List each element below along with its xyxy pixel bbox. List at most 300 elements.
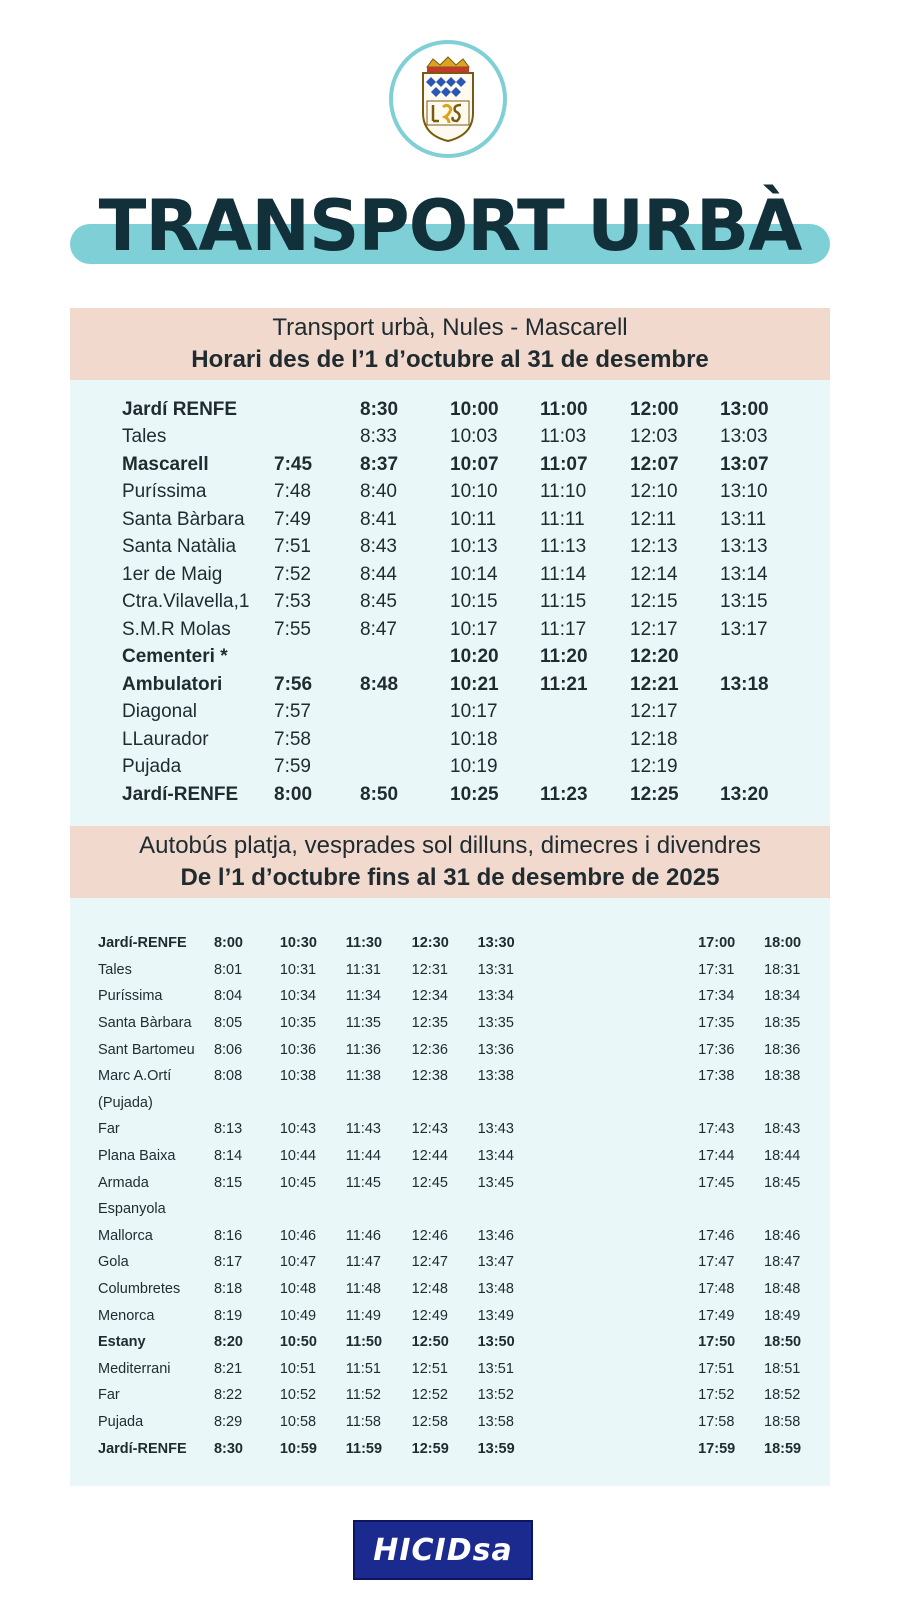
departure-time: 10:46	[279, 1227, 317, 1244]
departure-time: 18:46	[764, 1227, 801, 1244]
departure-time: 8:47	[360, 618, 397, 640]
table-row	[98, 930, 830, 957]
stop-name: Mallorca	[98, 1227, 153, 1244]
departure-time: 17:50	[698, 1334, 736, 1351]
column-gap	[544, 1409, 699, 1436]
stop-name: Columbretes	[98, 1281, 181, 1298]
departure-time: 17:43	[698, 1121, 735, 1138]
departure-time: 10:36	[279, 1041, 317, 1058]
urban-timetable	[122, 396, 810, 809]
departure-time	[214, 1196, 280, 1223]
departure-time: 10:14	[450, 563, 498, 585]
table-row	[122, 616, 810, 644]
departure-time: 13:03	[720, 426, 768, 448]
departure-time: 18:36	[764, 1041, 801, 1058]
departure-time: 7:45	[274, 453, 313, 475]
table-row	[98, 1196, 830, 1223]
departure-time: 10:11	[450, 508, 497, 530]
stop-name: Santa Bàrbara	[98, 1015, 192, 1032]
departure-time: 10:13	[450, 536, 498, 558]
departure-time: 10:10	[450, 481, 498, 503]
column-gap	[544, 957, 699, 984]
departure-time: 13:00	[720, 398, 769, 420]
column-gap	[544, 1276, 699, 1303]
departure-time: 11:38	[345, 1068, 381, 1085]
departure-time: 8:29	[213, 1413, 243, 1430]
stop-name: Pujada	[122, 756, 182, 778]
departure-time: 11:10	[540, 481, 587, 503]
departure-time: 11:30	[345, 935, 383, 952]
departure-time: 12:21	[630, 673, 679, 695]
section1-header	[70, 308, 830, 380]
column-gap	[544, 1223, 699, 1250]
departure-time: 7:56	[274, 673, 313, 695]
stop-name: Ambulatori	[122, 673, 223, 695]
departure-time	[360, 726, 450, 754]
departure-time	[412, 1090, 478, 1117]
beach-bus-panel	[70, 826, 830, 1486]
departure-time: 8:20	[213, 1334, 243, 1351]
departure-time: 10:43	[279, 1121, 317, 1138]
departure-time	[412, 1196, 478, 1223]
departure-time: 13:48	[477, 1281, 514, 1298]
departure-time	[360, 754, 450, 782]
departure-time: 18:43	[764, 1121, 801, 1138]
departure-time	[540, 699, 630, 727]
departure-time: 11:43	[345, 1121, 381, 1138]
departure-time: 7:53	[274, 591, 311, 613]
departure-time: 17:38	[698, 1068, 735, 1085]
departure-time: 8:37	[360, 453, 399, 475]
departure-time: 12:31	[411, 961, 448, 978]
departure-time	[720, 644, 810, 672]
departure-time: 10:58	[279, 1413, 317, 1430]
departure-time: 8:30	[213, 1440, 243, 1457]
departure-time: 12:34	[411, 988, 448, 1005]
table-row	[122, 479, 810, 507]
departure-time: 10:15	[450, 591, 498, 613]
column-gap	[544, 1116, 699, 1143]
table-row	[98, 1382, 830, 1409]
departure-time: 12:44	[411, 1148, 448, 1165]
departure-time: 13:17	[720, 618, 768, 640]
departure-time: 8:33	[360, 426, 397, 448]
departure-time: 13:59	[477, 1440, 515, 1457]
departure-time: 12:35	[411, 1015, 448, 1032]
departure-time	[478, 1090, 544, 1117]
departure-time: 13:50	[477, 1334, 515, 1351]
departure-time	[540, 726, 630, 754]
departure-time: 11:46	[345, 1227, 381, 1244]
departure-time: 13:36	[477, 1041, 514, 1058]
departure-time: 11:36	[345, 1041, 381, 1058]
departure-time: 17:36	[698, 1041, 735, 1058]
table-row	[122, 396, 810, 424]
departure-time: 18:49	[764, 1307, 801, 1324]
table-row	[122, 451, 810, 479]
departure-time: 12:36	[411, 1041, 448, 1058]
departure-time: 12:52	[411, 1387, 448, 1404]
municipal-crest-logo	[389, 40, 507, 158]
table-row	[98, 1169, 830, 1196]
departure-time: 12:48	[411, 1281, 448, 1298]
table-row	[98, 957, 830, 984]
table-row	[98, 1356, 830, 1383]
departure-time: 13:58	[477, 1413, 514, 1430]
departure-time: 10:21	[450, 673, 499, 695]
stop-name: Espanyola	[98, 1201, 166, 1218]
stop-name: Jardí-RENFE	[122, 783, 239, 805]
column-gap	[544, 983, 699, 1010]
column-gap	[544, 1196, 699, 1223]
departure-time	[720, 699, 810, 727]
departure-time	[346, 1196, 412, 1223]
departure-time: 12:58	[411, 1413, 448, 1430]
departure-time: 10:47	[279, 1254, 317, 1271]
column-gap	[544, 1143, 699, 1170]
page-title: TRANSPORT URBÀ	[98, 185, 802, 267]
departure-time: 13:14	[720, 563, 768, 585]
departure-time: 8:43	[360, 536, 397, 558]
departure-time: 12:17	[630, 701, 678, 723]
departure-time: 11:50	[345, 1334, 383, 1351]
stop-name: (Pujada)	[98, 1094, 153, 1111]
departure-time: 17:44	[698, 1148, 735, 1165]
departure-time: 18:34	[764, 988, 801, 1005]
departure-time: 13:47	[477, 1254, 514, 1271]
departure-time: 18:00	[764, 935, 802, 952]
stop-name: Santa Natàlia	[122, 536, 237, 558]
departure-time: 12:20	[630, 646, 679, 668]
stop-name: Pujada	[98, 1413, 144, 1430]
stop-name: LLaurador	[122, 728, 209, 750]
section1-heading: Transport urbà, Nules - Mascarell	[272, 314, 628, 341]
table-row	[122, 644, 810, 672]
departure-time: 12:07	[630, 453, 679, 475]
departure-time	[280, 1196, 346, 1223]
departure-time: 13:31	[477, 961, 514, 978]
departure-time: 10:30	[279, 935, 317, 952]
stop-name: Jardí-RENFE	[98, 935, 187, 952]
departure-time: 13:18	[720, 673, 769, 695]
brand-name: HICIDsa	[373, 1532, 513, 1568]
departure-time: 12:45	[411, 1174, 448, 1191]
departure-time: 8:19	[213, 1307, 243, 1324]
column-gap	[544, 1356, 699, 1383]
column-gap	[544, 1090, 699, 1117]
departure-time: 10:59	[279, 1440, 317, 1457]
departure-time: 12:46	[411, 1227, 448, 1244]
departure-time: 12:10	[630, 481, 678, 503]
departure-time: 11:00	[540, 398, 588, 420]
stop-name: Plana Baixa	[98, 1148, 176, 1165]
departure-time	[764, 1090, 830, 1117]
stop-name: Puríssima	[98, 988, 163, 1005]
column-gap	[544, 1382, 699, 1409]
departure-time: 7:51	[274, 536, 311, 558]
departure-time: 13:13	[720, 536, 768, 558]
table-row	[98, 1010, 830, 1037]
departure-time: 12:50	[411, 1334, 449, 1351]
stop-name: Ctra.Vilavella,1	[122, 591, 250, 613]
departure-time: 8:05	[213, 1015, 243, 1032]
departure-time: 8:44	[360, 563, 397, 585]
departure-time: 10:34	[279, 988, 317, 1005]
title-block	[70, 180, 830, 272]
column-gap	[544, 1169, 699, 1196]
departure-time: 12:38	[411, 1068, 448, 1085]
departure-time: 8:18	[213, 1281, 243, 1298]
departure-time: 11:34	[345, 988, 381, 1005]
departure-time: 13:10	[720, 481, 768, 503]
stop-name: Menorca	[98, 1307, 155, 1324]
table-row	[122, 534, 810, 562]
departure-time: 11:21	[540, 673, 588, 695]
table-row	[98, 1116, 830, 1143]
departure-time: 13:35	[477, 1015, 514, 1032]
departure-time: 11:51	[345, 1360, 381, 1377]
column-gap	[544, 1329, 699, 1356]
table-row	[98, 1090, 830, 1117]
departure-time: 11:58	[345, 1413, 381, 1430]
departure-time: 11:20	[540, 646, 588, 668]
departure-time: 12:47	[411, 1254, 448, 1271]
beach-bus-timetable	[98, 930, 830, 1462]
departure-time: 8:15	[213, 1174, 243, 1191]
departure-time: 8:06	[213, 1041, 243, 1058]
departure-time: 10:48	[279, 1281, 317, 1298]
section2-heading: Autobús platja, vesprades sol dilluns, dimecres i divendres	[139, 832, 761, 859]
departure-time: 12:51	[411, 1360, 448, 1377]
table-row	[122, 699, 810, 727]
column-gap	[544, 1063, 699, 1090]
table-row	[122, 506, 810, 534]
departure-time: 10:18	[450, 728, 498, 750]
departure-time: 10:51	[279, 1360, 317, 1377]
departure-time: 18:52	[764, 1387, 801, 1404]
departure-time: 12:13	[630, 536, 678, 558]
departure-time	[764, 1196, 830, 1223]
departure-time: 12:30	[411, 935, 449, 952]
departure-time: 8:01	[213, 961, 243, 978]
departure-time: 7:55	[274, 618, 311, 640]
column-gap	[544, 1302, 699, 1329]
coat-of-arms-icon	[413, 55, 483, 143]
departure-time: 8:22	[213, 1387, 243, 1404]
table-row	[98, 1063, 830, 1090]
table-row	[98, 1249, 830, 1276]
departure-time: 10:17	[450, 701, 498, 723]
stop-name: 1er de Maig	[122, 563, 223, 585]
stop-name: Mascarell	[122, 453, 209, 475]
departure-time: 17:58	[698, 1413, 735, 1430]
departure-time: 10:25	[450, 783, 499, 805]
column-gap	[544, 1010, 699, 1037]
departure-time: 10:45	[279, 1174, 317, 1191]
column-gap	[544, 1036, 699, 1063]
table-row	[98, 1302, 830, 1329]
departure-time	[720, 754, 810, 782]
departure-time: 11:45	[345, 1174, 381, 1191]
departure-time: 8:13	[213, 1121, 243, 1138]
departure-time: 8:48	[360, 673, 399, 695]
departure-time: 13:11	[720, 508, 767, 530]
departure-time: 17:52	[698, 1387, 735, 1404]
departure-time: 8:17	[213, 1254, 243, 1271]
departure-time: 17:46	[698, 1227, 735, 1244]
departure-time	[280, 1090, 346, 1117]
brand-logo	[353, 1520, 533, 1580]
departure-time: 11:52	[345, 1387, 381, 1404]
departure-time: 18:31	[764, 961, 801, 978]
stop-name: Cementeri *	[122, 646, 228, 668]
departure-time: 12:00	[630, 398, 679, 420]
stop-name: Puríssima	[122, 481, 207, 503]
stop-name: Tales	[122, 426, 167, 448]
departure-time: 13:38	[477, 1068, 514, 1085]
table-row	[122, 671, 810, 699]
departure-time: 7:48	[274, 481, 311, 503]
departure-time: 10:07	[450, 453, 499, 475]
section2-header	[70, 826, 830, 898]
departure-time: 10:38	[279, 1068, 317, 1085]
departure-time: 13:44	[477, 1148, 514, 1165]
departure-time: 11:23	[540, 783, 588, 805]
table-row	[122, 781, 810, 809]
departure-time: 18:44	[764, 1148, 801, 1165]
departure-time: 11:49	[345, 1307, 381, 1324]
section1-subheading: Horari des de l’1 d’octubre al 31 de desembre	[191, 346, 709, 373]
departure-time: 11:31	[345, 961, 381, 978]
table-row	[98, 1276, 830, 1303]
departure-time: 11:17	[540, 618, 587, 640]
departure-time: 13:07	[720, 453, 769, 475]
departure-time	[274, 396, 360, 424]
departure-time: 8:08	[213, 1068, 243, 1085]
departure-time	[360, 699, 450, 727]
stop-name: Santa Bàrbara	[122, 508, 245, 530]
departure-time: 11:44	[345, 1148, 381, 1165]
departure-time: 11:13	[540, 536, 587, 558]
departure-time: 12:59	[411, 1440, 449, 1457]
departure-time: 10:49	[279, 1307, 317, 1324]
departure-time: 13:43	[477, 1121, 514, 1138]
departure-time: 8:16	[213, 1227, 243, 1244]
column-gap	[544, 930, 699, 957]
departure-time: 13:45	[477, 1174, 514, 1191]
departure-time: 12:49	[411, 1307, 448, 1324]
departure-time: 7:52	[274, 563, 311, 585]
departure-time: 8:30	[360, 398, 399, 420]
stop-name: Far	[98, 1387, 120, 1404]
departure-time: 8:04	[213, 988, 243, 1005]
departure-time: 11:14	[540, 563, 587, 585]
urban-transport-panel	[70, 308, 830, 826]
table-row	[98, 1143, 830, 1170]
departure-time: 11:35	[345, 1015, 381, 1032]
departure-time: 11:11	[540, 508, 585, 530]
departure-time: 10:19	[450, 756, 498, 778]
departure-time: 8:00	[274, 783, 313, 805]
departure-time	[360, 644, 450, 672]
departure-time	[214, 1090, 280, 1117]
departure-time: 18:50	[764, 1334, 802, 1351]
table-row	[122, 561, 810, 589]
departure-time: 10:44	[279, 1148, 317, 1165]
departure-time	[698, 1090, 764, 1117]
stop-name: Mediterrani	[98, 1360, 171, 1377]
departure-time: 12:11	[630, 508, 677, 530]
table-row	[122, 424, 810, 452]
departure-time: 7:59	[274, 756, 311, 778]
departure-time: 8:45	[360, 591, 397, 613]
table-row	[122, 726, 810, 754]
stop-name: Tales	[98, 961, 132, 978]
departure-time: 13:46	[477, 1227, 514, 1244]
departure-time: 8:40	[360, 481, 397, 503]
table-row	[98, 1435, 830, 1462]
departure-time: 12:25	[630, 783, 679, 805]
departure-time: 12:14	[630, 563, 678, 585]
departure-time: 17:45	[698, 1174, 735, 1191]
departure-time: 18:45	[764, 1174, 801, 1191]
departure-time: 13:20	[720, 783, 769, 805]
departure-time: 12:03	[630, 426, 678, 448]
table-row	[98, 1223, 830, 1250]
section2-subheading: De l’1 d’octubre fins al 31 de desembre de 2025	[180, 864, 720, 891]
departure-time: 13:52	[477, 1387, 514, 1404]
departure-time: 11:59	[345, 1440, 383, 1457]
departure-time	[720, 726, 810, 754]
departure-time: 13:30	[477, 935, 515, 952]
table-row	[122, 589, 810, 617]
departure-time: 7:49	[274, 508, 311, 530]
column-gap	[544, 1435, 699, 1462]
departure-time: 13:51	[477, 1360, 514, 1377]
stop-name: Sant Bartomeu	[98, 1041, 195, 1058]
departure-time: 18:51	[764, 1360, 801, 1377]
departure-time: 10:31	[279, 961, 317, 978]
departure-time: 10:35	[279, 1015, 317, 1032]
departure-time: 17:48	[698, 1281, 735, 1298]
stop-name: S.M.R Molas	[122, 618, 231, 640]
table-row	[98, 983, 830, 1010]
departure-time: 8:41	[360, 508, 397, 530]
departure-time	[698, 1196, 764, 1223]
departure-time: 10:17	[450, 618, 498, 640]
departure-time: 17:34	[698, 988, 735, 1005]
departure-time: 11:07	[540, 453, 588, 475]
stop-name: Jardí-RENFE	[98, 1440, 187, 1457]
departure-time: 12:18	[630, 728, 678, 750]
departure-time	[478, 1196, 544, 1223]
departure-time: 7:57	[274, 701, 311, 723]
table-row	[98, 1409, 830, 1436]
departure-time: 11:03	[540, 426, 587, 448]
stop-name: Diagonal	[122, 701, 197, 723]
departure-time: 8:50	[360, 783, 399, 805]
departure-time: 17:59	[698, 1440, 736, 1457]
departure-time: 10:50	[279, 1334, 317, 1351]
departure-time: 11:47	[345, 1254, 381, 1271]
departure-time: 17:49	[698, 1307, 735, 1324]
departure-time: 12:43	[411, 1121, 448, 1138]
departure-time: 11:48	[345, 1281, 381, 1298]
stop-name: Marc A.Ortí	[98, 1068, 172, 1085]
departure-time: 10:20	[450, 646, 499, 668]
column-gap	[544, 1249, 699, 1276]
departure-time: 18:38	[764, 1068, 801, 1085]
